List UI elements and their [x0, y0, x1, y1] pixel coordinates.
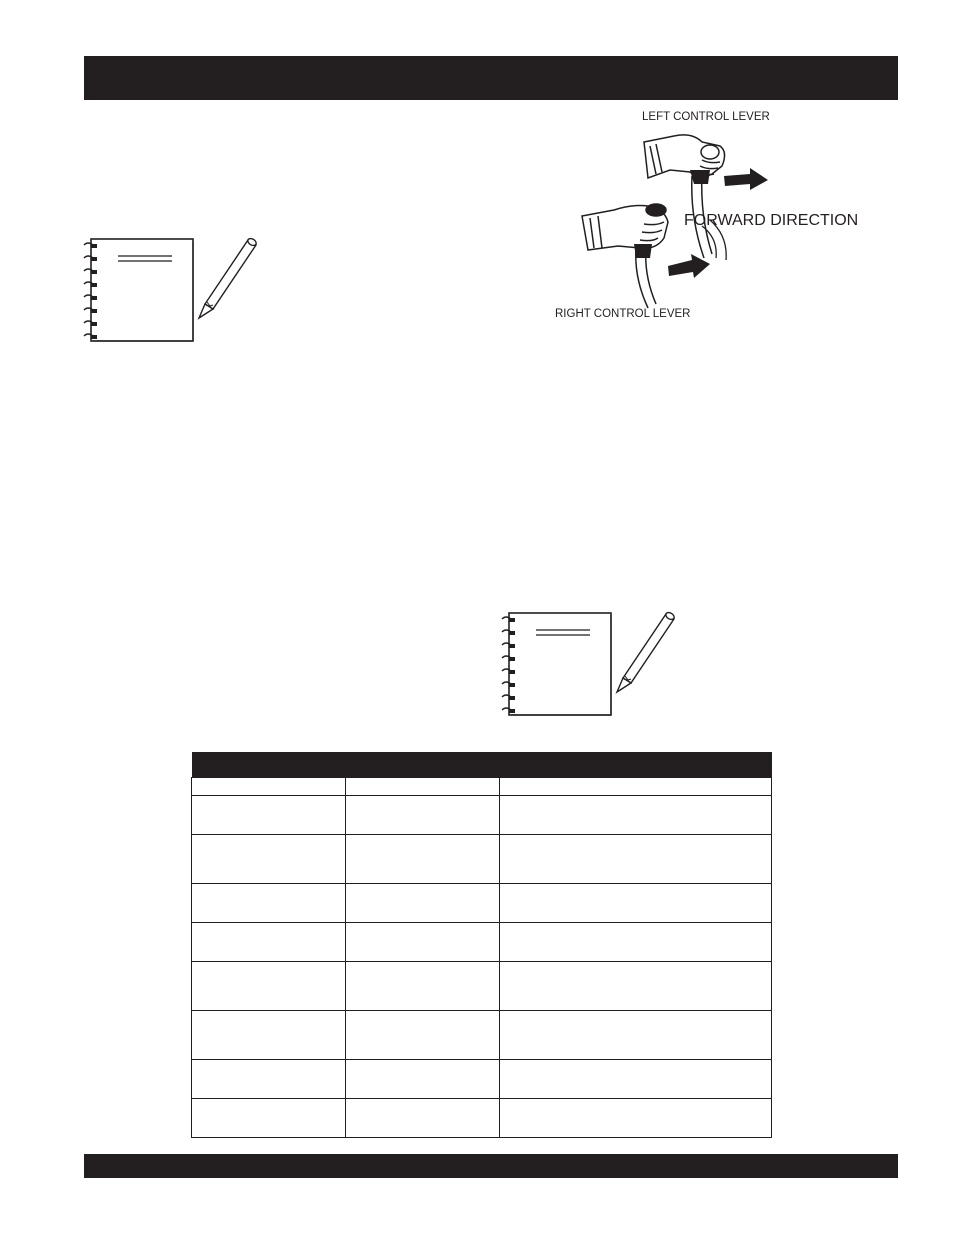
- table-cell: [500, 884, 772, 923]
- table-row: [192, 1060, 772, 1099]
- table-cell: [500, 796, 772, 835]
- table-row: [192, 923, 772, 962]
- table-cell: [346, 1099, 500, 1138]
- table-cell: [500, 923, 772, 962]
- footer-bar: [84, 1154, 898, 1178]
- forward-direction-label: FORWARD DIRECTION: [684, 212, 859, 229]
- table-cell: [346, 1060, 500, 1099]
- left-control-lever-label: LEFT CONTROL LEVER: [642, 111, 770, 123]
- table-row: [192, 1099, 772, 1138]
- table-header: [192, 752, 772, 778]
- right-control-lever-label: RIGHT CONTROL LEVER: [555, 308, 691, 320]
- table-row: [192, 962, 772, 1011]
- table-cell: [500, 835, 772, 884]
- table-row: [192, 796, 772, 835]
- table-cell: [192, 835, 346, 884]
- table-cell: [346, 796, 500, 835]
- table-cell: [192, 923, 346, 962]
- table-cell: [192, 796, 346, 835]
- table-cell: [346, 923, 500, 962]
- table-row: [192, 1011, 772, 1060]
- notebook-pencil-icon: [498, 606, 678, 718]
- table-row: [192, 778, 772, 796]
- table-cell: [500, 1099, 772, 1138]
- header-bar: [84, 56, 898, 100]
- table-cell: [500, 962, 772, 1011]
- table-cell: [500, 778, 772, 796]
- table-cell: [346, 778, 500, 796]
- table-cell: [192, 1011, 346, 1060]
- table-cell: [346, 1011, 500, 1060]
- table-cell: [192, 884, 346, 923]
- table-cell: [192, 778, 346, 796]
- table-header-row: [192, 752, 772, 778]
- notebook-pencil-icon: [80, 232, 260, 344]
- gloved-hand-icon: [644, 135, 725, 178]
- table-row: [192, 835, 772, 884]
- table-cell: [192, 962, 346, 1011]
- table-cell: [346, 962, 500, 1011]
- table-cell: [192, 1099, 346, 1138]
- table-row: [192, 884, 772, 923]
- table-cell: [192, 1060, 346, 1099]
- gloved-hand-icon: [582, 204, 668, 250]
- table-cell: [346, 884, 500, 923]
- table-cell: [500, 1011, 772, 1060]
- table-cell: [346, 835, 500, 884]
- table-cell: [500, 1060, 772, 1099]
- arrow-right-icon: [724, 168, 768, 190]
- specification-table: [191, 752, 772, 1138]
- control-lever-figure: [552, 108, 872, 324]
